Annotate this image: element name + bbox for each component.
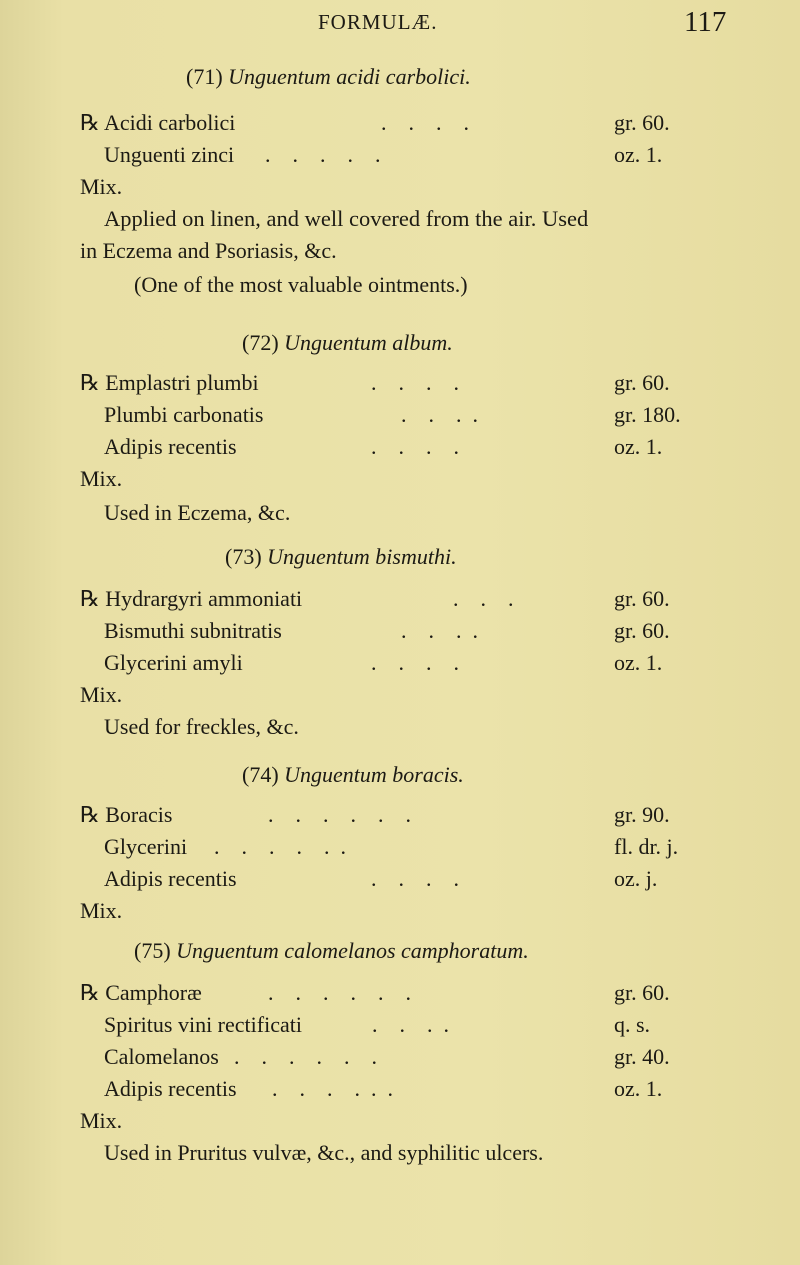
ingredient-quantity: gr. 60. [614, 586, 670, 611]
usage-note: Used for freckles, &c. [104, 714, 299, 739]
usage-note: (One of the most valuable ointments.) [134, 272, 468, 297]
leader-dots: . . . . [381, 110, 469, 135]
recipe-symbol: ℞ [80, 802, 100, 827]
recipe-number: (72) [242, 330, 279, 355]
mix-instruction: Mix. [80, 682, 123, 707]
leader-dots: . . . . . . [268, 802, 411, 827]
recipe-title [225, 544, 457, 570]
usage-note: in Eczema and Psoriasis, &c. [80, 238, 337, 263]
mix-instruction: Mix. [80, 466, 123, 491]
leader-dots: . . . . [371, 650, 459, 675]
ingredient-line [104, 1076, 237, 1102]
ingredient-line [104, 142, 234, 168]
page-number: 117 [684, 6, 727, 38]
ingredient-quantity: gr. 180. [614, 402, 681, 427]
leader-dots: . . . . [371, 370, 459, 395]
ingredient-name: Camphoræ [105, 980, 202, 1005]
ingredient-line [104, 650, 243, 676]
running-title: FORMULÆ. [318, 10, 438, 34]
ingredient-line [104, 834, 187, 860]
ingredient-name: Spiritus vini rectificati [104, 1012, 302, 1037]
recipe-number: (74) [242, 762, 279, 787]
recipe-latin-name: Unguentum calomelanos camphoratum. [176, 938, 529, 963]
leader-dots: . . . . . . [214, 834, 346, 859]
recipe-title [242, 762, 464, 788]
ingredient-quantity: oz. 1. [614, 142, 663, 167]
ingredient-name: Adipis recentis [104, 866, 237, 891]
leader-dots: . . . . . [265, 142, 381, 167]
leader-dots: . . . . [371, 434, 459, 459]
recipe-symbol: ℞ [80, 110, 100, 135]
recipe-latin-name: Unguentum boracis. [284, 762, 464, 787]
recipe-symbol: ℞ [80, 980, 100, 1005]
ingredient-quantity: oz. 1. [614, 650, 663, 675]
recipe-title [242, 330, 453, 356]
ingredient-name: Calomelanos [104, 1044, 219, 1069]
ingredient-name: Adipis recentis [104, 1076, 237, 1101]
leader-dots: . . . . [401, 402, 478, 427]
mix-instruction: Mix. [80, 174, 123, 199]
mix-instruction: Mix. [80, 1108, 123, 1133]
ingredient-quantity: gr. 60. [614, 618, 670, 643]
mix-instruction: Mix. [80, 898, 123, 923]
ingredient-quantity: oz. 1. [614, 434, 663, 459]
recipe-latin-name: Unguentum album. [284, 330, 453, 355]
leader-dots: . . . . . . [234, 1044, 377, 1069]
ingredient-name: Acidi carbolici [104, 110, 236, 135]
ingredient-line [80, 980, 202, 1006]
ingredient-line [104, 402, 263, 428]
ingredient-quantity: q. s. [614, 1012, 651, 1037]
usage-note: Used in Eczema, &c. [104, 500, 291, 525]
leader-dots: . . . . . . [268, 980, 411, 1005]
recipe-title [186, 64, 471, 90]
ingredient-quantity: gr. 40. [614, 1044, 670, 1069]
ingredient-name: Plumbi carbonatis [104, 402, 264, 427]
ingredient-quantity: oz. 1. [614, 1076, 663, 1101]
ingredient-line [80, 802, 172, 828]
leader-dots: . . . . [372, 1012, 449, 1037]
recipe-latin-name: Unguentum acidi carbolici. [228, 64, 471, 89]
ingredient-line [104, 1012, 302, 1038]
usage-note: Used in Pruritus vulvæ, &c., and syphilitic ulcers. [104, 1140, 544, 1165]
ingredient-quantity: gr. 60. [614, 370, 670, 395]
page-header [0, 6, 800, 46]
recipe-symbol: ℞ [80, 586, 100, 611]
ingredient-name: Glycerini [104, 834, 188, 859]
recipe-latin-name: Unguentum bismuthi. [267, 544, 457, 569]
ingredient-line [80, 110, 235, 136]
leader-dots: . . . . [401, 618, 478, 643]
ingredient-quantity: gr. 60. [614, 980, 670, 1005]
leader-dots: . . . . . . [272, 1076, 393, 1101]
usage-note: Applied on linen, and well covered from the air. Used [104, 206, 589, 231]
ingredient-name: Glycerini amyli [104, 650, 243, 675]
ingredient-name: Hydrargyri ammoniati [105, 586, 303, 611]
ingredient-name: Adipis recentis [104, 434, 237, 459]
ingredient-quantity: fl. dr. j. [614, 834, 679, 859]
ingredient-quantity: oz. j. [614, 866, 658, 891]
ingredient-line [104, 434, 237, 460]
ingredient-quantity: gr. 60. [614, 110, 670, 135]
ingredient-quantity: gr. 90. [614, 802, 670, 827]
leader-dots: . . . [453, 586, 514, 611]
recipe-number: (75) [134, 938, 171, 963]
ingredient-line [104, 1044, 219, 1070]
recipe-symbol: ℞ [80, 370, 100, 395]
recipe-number: (73) [225, 544, 262, 569]
recipe-number: (71) [186, 64, 223, 89]
ingredient-line [80, 370, 259, 396]
leader-dots: . . . . [371, 866, 459, 891]
ingredient-line [80, 586, 302, 612]
ingredient-name: Emplastri plumbi [105, 370, 259, 395]
ingredient-line [104, 618, 282, 644]
ingredient-name: Unguenti zinci [104, 142, 235, 167]
recipe-title [134, 938, 529, 964]
ingredient-line [104, 866, 237, 892]
ingredient-name: Boracis [105, 802, 173, 827]
ingredient-name: Bismuthi subnitratis [104, 618, 282, 643]
